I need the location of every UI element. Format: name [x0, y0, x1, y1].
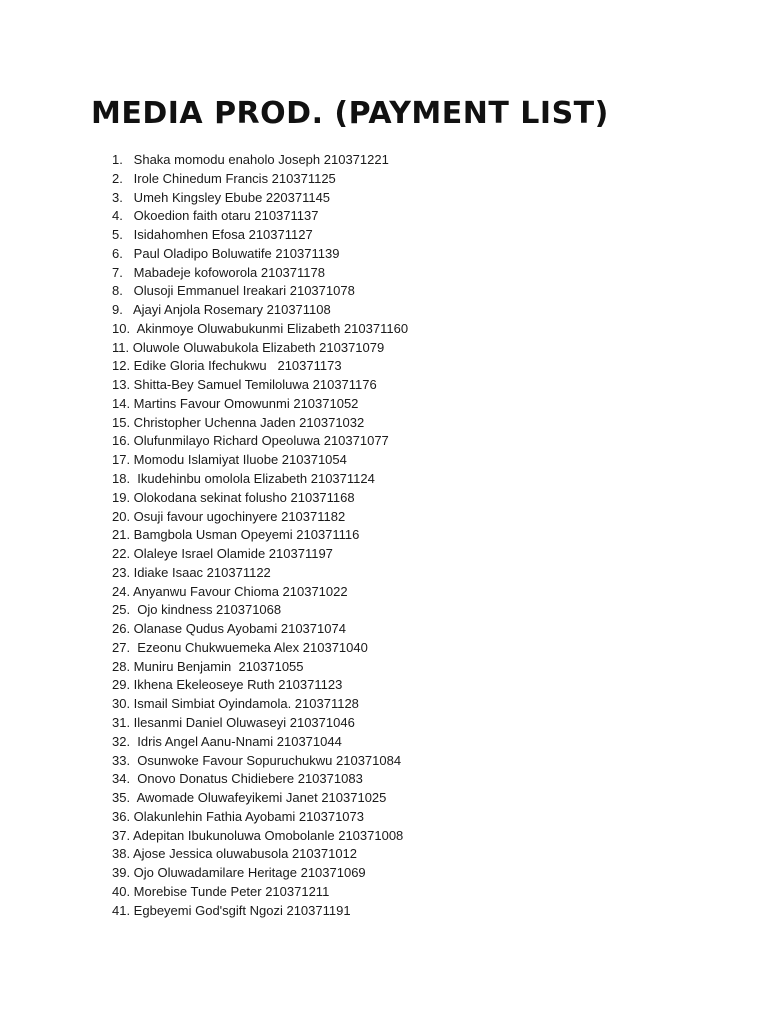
list-item: 41. Egbeyemi God'sgift Ngozi 210371191	[112, 902, 351, 918]
list-item: 7. Mabadeje kofoworola 210371178	[112, 264, 325, 280]
list-item: 21. Bamgbola Usman Opeyemi 210371116	[112, 527, 360, 543]
list-item: 28. Muniru Benjamin 210371055	[112, 658, 304, 674]
list-item: 18. Ikudehinbu omolola Elizabeth 210371124	[112, 471, 375, 487]
list-item: 20. Osuji favour ugochinyere 210371182	[112, 508, 346, 524]
payment-list	[112, 151, 408, 920]
list-item: 36. Olakunlehin Fathia Ayobami 210371073	[112, 808, 365, 824]
list-item: 27. Ezeonu Chukwuemeka Alex 210371040	[112, 639, 368, 655]
list-item: 6. Paul Oladipo Boluwatife 210371139	[112, 245, 340, 261]
list-item: 9. Ajayi Anjola Rosemary 210371108	[112, 302, 331, 318]
list-item: 5. Isidahomhen Efosa 210371127	[112, 227, 313, 243]
list-item: 25. Ojo kindness 210371068	[112, 602, 282, 618]
list-item: 35. Awomade Oluwafeyikemi Janet 210371025	[112, 790, 387, 806]
list-item: 33. Osunwoke Favour Sopuruchukwu 210371084	[112, 752, 402, 768]
list-item: 4. Okoedion faith otaru 210371137	[112, 208, 319, 224]
list-item: 30. Ismail Simbiat Oyindamola. 210371128	[112, 696, 359, 712]
list-item: 12. Edike Gloria Ifechukwu 210371173	[112, 358, 342, 374]
list-item: 8. Olusoji Emmanuel Ireakari 210371078	[112, 283, 355, 299]
list-item: 13. Shitta-Bey Samuel Temiloluwa 210371176	[112, 377, 377, 393]
list-item: 16. Olufunmilayo Richard Opeoluwa 210371077	[112, 433, 389, 449]
list-item: 17. Momodu Islamiyat Iluobe 210371054	[112, 452, 347, 468]
list-item: 40. Morebise Tunde Peter 210371211	[112, 883, 330, 899]
list-item: 2. Irole Chinedum Francis 210371125	[112, 170, 336, 186]
page-title: MEDIA PROD. (PAYMENT LIST)	[91, 96, 609, 131]
list-item: 26. Olanase Qudus Ayobami 210371074	[112, 621, 346, 637]
list-item: 15. Christopher Uchenna Jaden 210371032	[112, 414, 365, 430]
list-item: 23. Idiake Isaac 210371122	[112, 564, 271, 580]
list-item: 14. Martins Favour Omowunmi 210371052	[112, 395, 359, 411]
list-item: 1. Shaka momodu enaholo Joseph 210371221	[112, 152, 389, 167]
list-item: 37. Adepitan Ibukunoluwa Omobolanle 210371008	[112, 827, 404, 843]
list-item: 38. Ajose Jessica oluwabusola 210371012	[112, 846, 358, 862]
list-item: 29. Ikhena Ekeleoseye Ruth 210371123	[112, 677, 343, 693]
list-item: 34. Onovo Donatus Chidiebere 210371083	[112, 771, 363, 787]
list-item: 31. Ilesanmi Daniel Oluwaseyi 210371046	[112, 714, 355, 730]
list-item: 22. Olaleye Israel Olamide 210371197	[112, 546, 333, 562]
list-item: 39. Ojo Oluwadamilare Heritage 210371069	[112, 865, 366, 881]
list-item: 19. Olokodana sekinat folusho 210371168	[112, 489, 355, 505]
list-item: 3. Umeh Kingsley Ebube 220371145	[112, 189, 331, 205]
list-item: 11. Oluwole Oluwabukola Elizabeth 210371079	[112, 339, 385, 355]
list-item: 10. Akinmoye Oluwabukunmi Elizabeth 210371160	[112, 320, 409, 336]
list-item: 24. Anyanwu Favour Chioma 210371022	[112, 583, 348, 599]
list-item: 32. Idris Angel Aanu-Nnami 210371044	[112, 733, 342, 749]
